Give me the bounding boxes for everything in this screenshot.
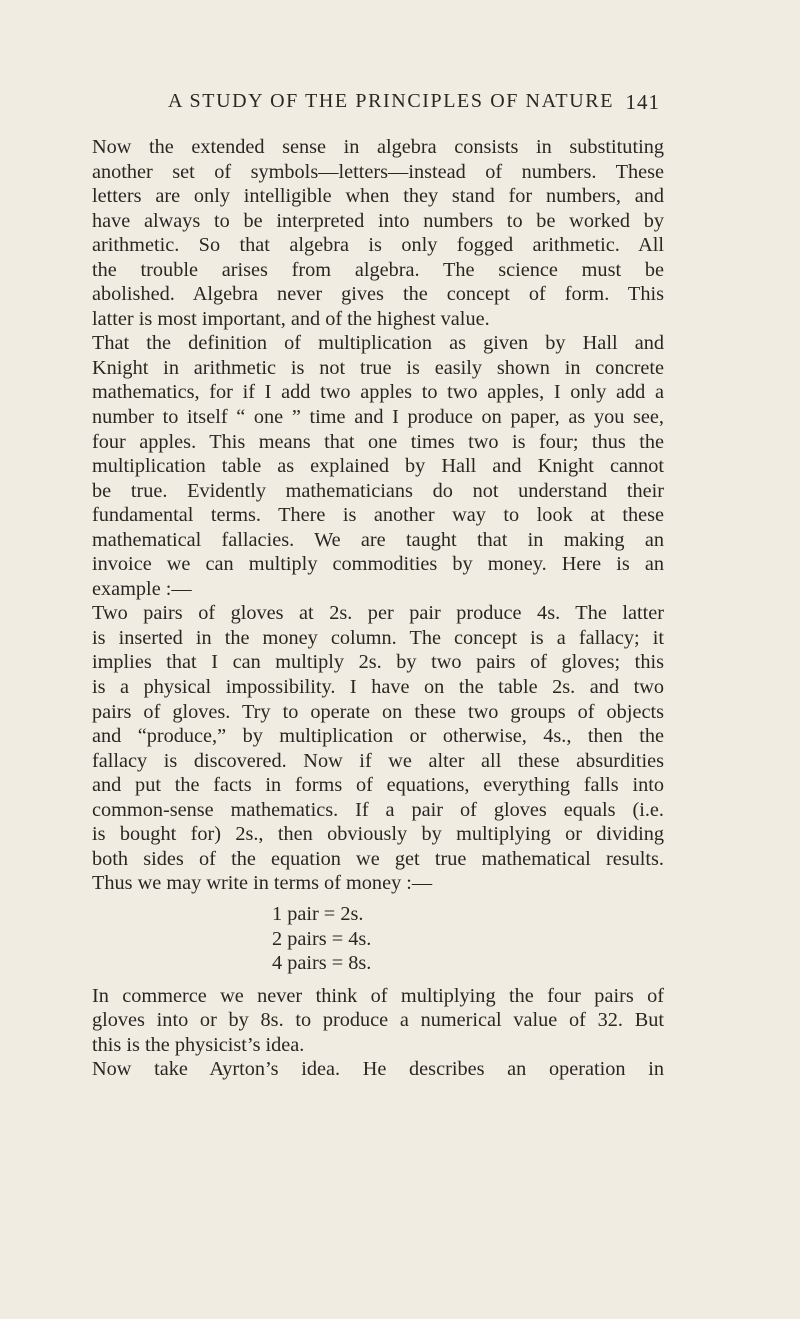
page-header — [168, 90, 660, 120]
text-line: letters are only intelligible when they stand for numbers, and — [92, 185, 664, 208]
running-head: A STUDY OF THE PRINCIPLES OF NATURE — [168, 90, 615, 112]
text-line: another set of symbols—letters—instead of numbers. These — [92, 160, 664, 183]
text-line: abolished. Algebra never gives the concept of form. This — [92, 283, 664, 306]
text-line: arithmetic. So that algebra is only fogged arithmetic. All — [92, 234, 664, 257]
text-line: fundamental terms. There is another way to look at these — [92, 504, 664, 527]
text-line: latter is most important, and of the highest value. — [92, 307, 490, 330]
text-line: invoice we can multiply commodities by money. Here is an — [92, 553, 664, 576]
text-line: mathematics, for if I add two apples to two apples, I only add a — [92, 381, 664, 404]
body-text — [92, 135, 664, 1082]
text-line: Thus we may write in terms of money :— — [92, 872, 433, 895]
text-line: and put the facts in forms of equations, everything falls into — [92, 774, 664, 797]
text-line: multiplication table as explained by Hall and Knight cannot — [92, 455, 664, 478]
text-line: gloves into or by 8s. to produce a numerical value of 32. But — [92, 1009, 664, 1032]
text-line: four apples. This means that one times two is four; thus the — [92, 430, 664, 453]
equation-line: 2 pairs = 4s. — [272, 927, 372, 950]
text-line: example :— — [92, 577, 192, 600]
text-line: pairs of gloves. Try to operate on these two groups of objects — [92, 700, 664, 723]
text-line: Now the extended sense in algebra consists in substituting — [92, 136, 664, 158]
text-line: Knight in arithmetic is not true is easily shown in concrete — [92, 356, 664, 379]
text-line: number to itself “ one ” time and I produce on paper, as you see, — [92, 406, 664, 429]
text-line: is inserted in the money column. The concept is a fallacy; it — [92, 626, 664, 649]
text-line: fallacy is discovered. Now if we alter all these absurdities — [92, 749, 664, 772]
text-line: and “produce,” by multiplication or otherwise, 4s., then the — [92, 725, 664, 748]
text-line: implies that I can multiply 2s. by two pairs of gloves; this — [92, 651, 664, 674]
equation-line: 4 pairs = 8s. — [272, 952, 372, 975]
text-line: mathematical fallacies. We are taught that in making an — [92, 528, 664, 551]
text-line: both sides of the equation we get true mathematical results. — [92, 847, 664, 870]
text-line: is a physical impossibility. I have on the table 2s. and two — [92, 676, 664, 699]
text-line: That the definition of multiplication as given by Hall and — [92, 332, 664, 355]
equation-line: 1 pair = 2s. — [272, 902, 364, 925]
text-line: this is the physicist’s idea. — [92, 1033, 305, 1056]
page-number: 141 — [625, 90, 660, 114]
text-line: have always to be interpreted into numbers to be worked by — [92, 209, 664, 232]
text-line: the trouble arises from algebra. The science must be — [92, 258, 664, 281]
text-line: In commerce we never think of multiplying the four pairs of — [92, 984, 664, 1007]
text-line: Two pairs of gloves at 2s. per pair produce 4s. The latter — [92, 602, 664, 625]
text-line: is bought for) 2s., then obviously by multiplying or dividing — [92, 823, 664, 846]
text-line: common-sense mathematics. If a pair of gloves equals (i.e. — [92, 798, 664, 821]
text-line: be true. Evidently mathematicians do not understand their — [92, 479, 664, 502]
text-line: Now take Ayrton’s idea. He describes an operation in — [92, 1058, 664, 1081]
